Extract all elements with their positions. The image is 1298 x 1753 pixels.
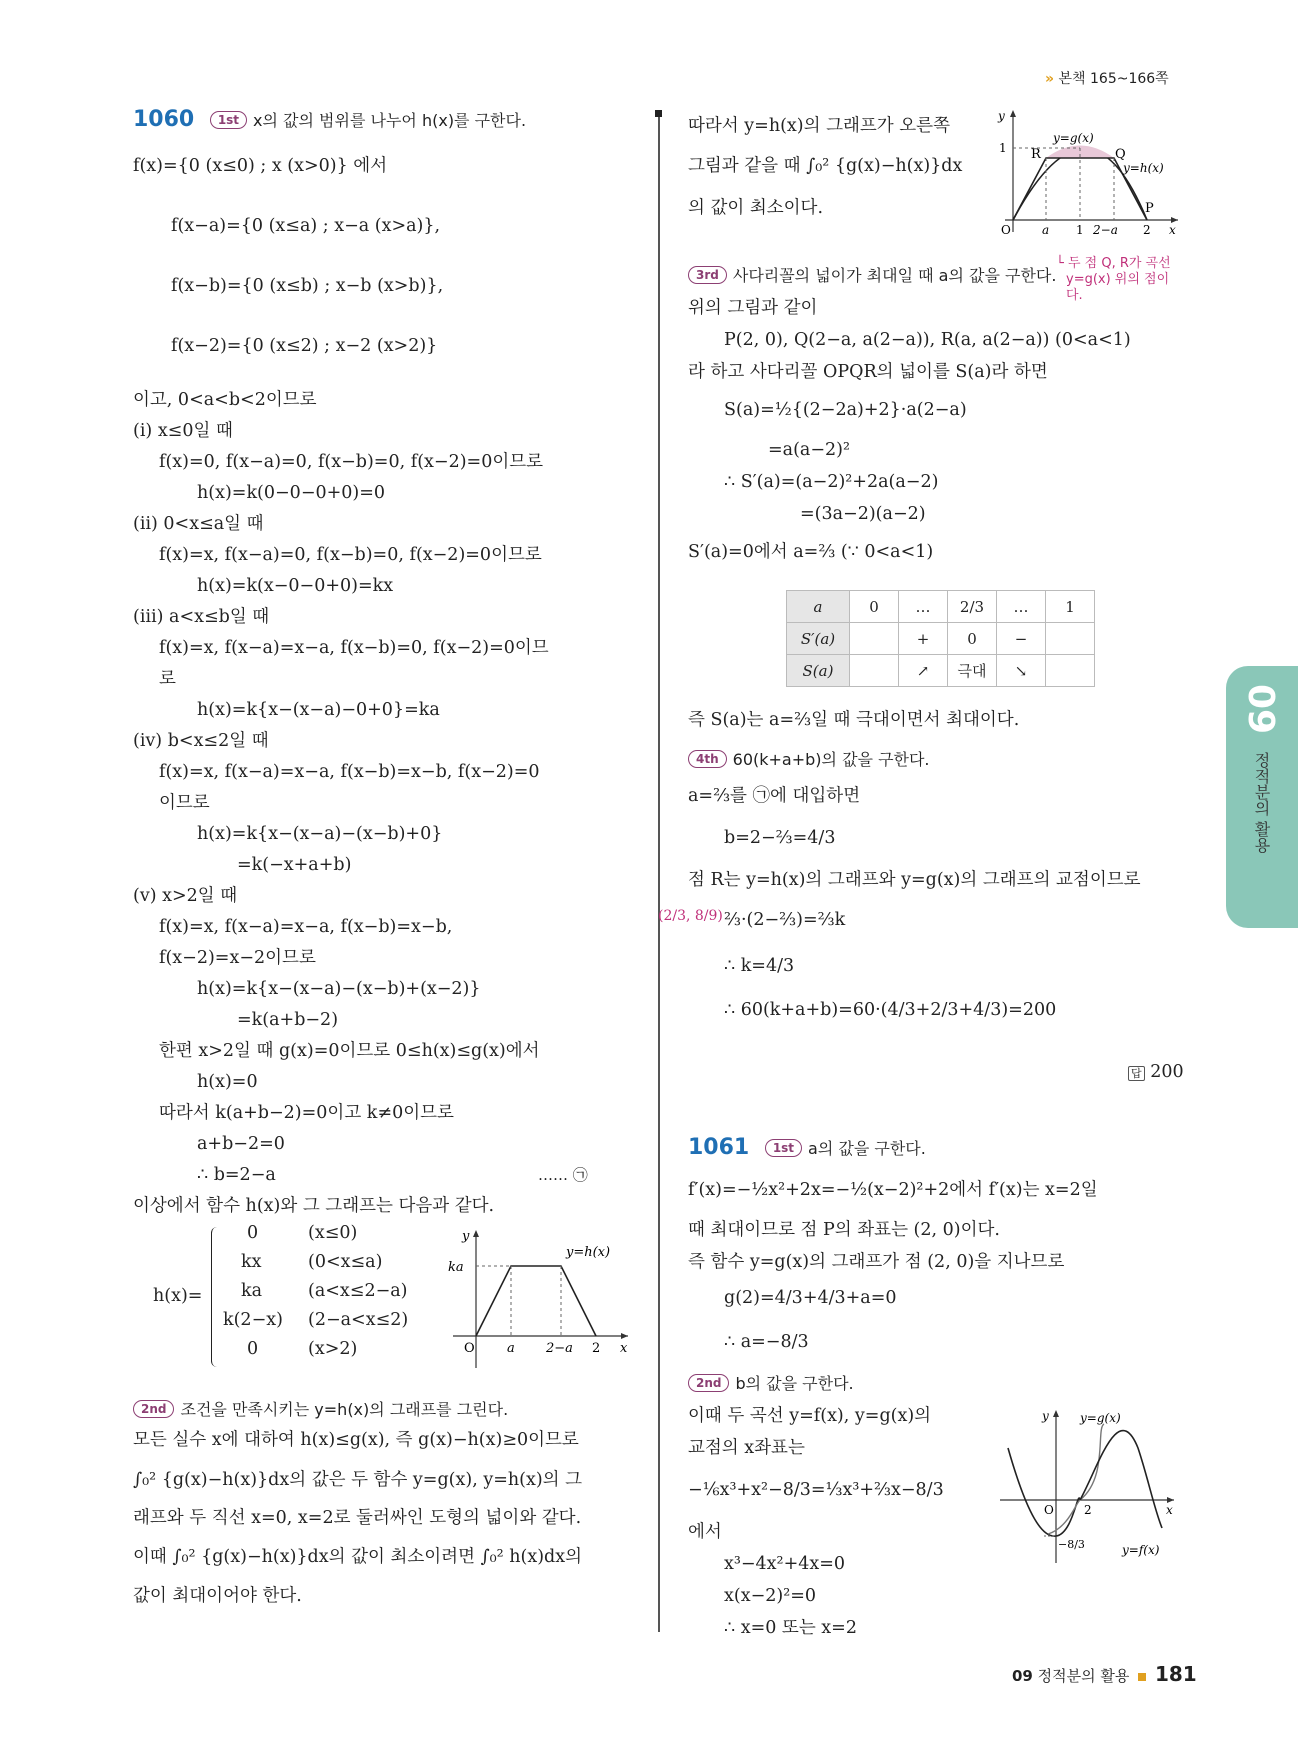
step-badge: 3rd — [688, 266, 727, 284]
svg-text:a: a — [507, 1341, 515, 1356]
svg-text:x: x — [1166, 1503, 1173, 1517]
svg-text:x: x — [620, 1341, 628, 1356]
step-title: a의 값을 구한다. — [808, 1139, 926, 1158]
solution-line: 그림과 같을 때 ∫₀² {g(x)−h(x)}dx — [688, 156, 963, 176]
chapter-number: 09 — [1240, 684, 1281, 735]
svg-text:y=f(x): y=f(x) — [1122, 1543, 1160, 1557]
footer-chapter: 09 — [1012, 1667, 1033, 1685]
svg-text:O: O — [1001, 223, 1011, 237]
svg-text:O: O — [464, 1341, 475, 1356]
equation-marker: …… ㉠ — [538, 1166, 588, 1184]
solution-line: 값이 최대이어야 한다. — [133, 1586, 302, 1606]
solution-line: f′(x)=−½x²+2x=−½(x−2)²+2에서 f′(x)는 x=2일 — [688, 1180, 1098, 1200]
solution-line: h(x)=0 — [197, 1072, 258, 1092]
svg-text:y=g(x): y=g(x) — [1053, 131, 1094, 145]
answer-icon: 답 — [1128, 1066, 1145, 1081]
svg-text:2−a: 2−a — [546, 1341, 573, 1356]
solution-line: ∴ S′(a)=(a−2)²+2a(a−2) — [724, 472, 939, 492]
step-badge: 2nd — [688, 1374, 729, 1392]
solution-line: S′(a)=0에서 a=⅔ (∵ 0<a<1) — [688, 542, 934, 562]
solution-line: 이때 두 곡선 y=f(x), y=g(x)의 — [688, 1406, 932, 1426]
solution-line: f(x)=x, f(x−a)=0, f(x−b)=0, f(x−2)=0이므로 — [159, 545, 542, 565]
solution-line: 점 R는 y=h(x)의 그래프와 y=g(x)의 그래프의 교점이므로 — [688, 870, 1141, 890]
solution-line: ∴ a=−8/3 — [724, 1332, 809, 1352]
solution-line: a+b−2=0 — [197, 1134, 285, 1154]
solution-line: =k(a+b−2) — [237, 1010, 339, 1030]
svg-text:O: O — [1044, 1503, 1054, 1517]
svg-text:P: P — [1145, 201, 1154, 216]
divider-marker — [655, 110, 662, 117]
solution-line: 따라서 y=h(x)의 그래프가 오른쪽 — [688, 116, 950, 136]
solution-line: 위의 그림과 같이 — [688, 298, 818, 318]
h-graph — [448, 1228, 633, 1373]
graph-note: └ 두 점 Q, R가 곡선 y=g(x) 위의 점이다. — [1056, 256, 1171, 303]
problem-number: 1061 — [688, 1135, 750, 1160]
solution-line: f(x)=x, f(x−a)=x−a, f(x−b)=x−b, f(x−2)=0 — [159, 762, 540, 782]
side-note: (2/3, 8/9) — [658, 908, 723, 924]
solution-line: 즉 함수 y=g(x)의 그래프가 점 (2, 0)을 지나므로 — [688, 1252, 1065, 1272]
solution-line: 라 하고 사다리꼴 OPQR의 넓이를 S(a)라 하면 — [688, 362, 1048, 382]
solution-line: f(x)=x, f(x−a)=x−a, f(x−b)=0, f(x−2)=0이므 — [159, 638, 549, 658]
step-title: 60(k+a+b)의 값을 구한다. — [732, 750, 930, 769]
svg-text:ka: ka — [448, 1260, 464, 1275]
solution-line: f(x−2)={0 (x≤2) ; x−2 (x>2)} — [171, 336, 438, 356]
solution-line: 이므로 — [159, 793, 210, 813]
problem-number: 1060 — [133, 107, 195, 132]
solution-line: f(x−2)=x−2이므로 — [159, 948, 316, 968]
solution-line: 에서 — [688, 1522, 722, 1542]
case-label: (ⅳ) b<x≤2일 때 — [133, 731, 269, 751]
solution-line: −⅙x³+x²−8/3=⅓x³+⅔x−8/3 — [688, 1480, 944, 1500]
svg-text:y: y — [462, 1229, 470, 1244]
case-label: (ⅴ) x>2일 때 — [133, 886, 238, 906]
solution-line: ⅔·(2−⅔)=⅔k — [724, 910, 846, 930]
svg-text:1: 1 — [1076, 223, 1084, 237]
svg-text:R: R — [1031, 147, 1041, 162]
solution-line: ∴ x=0 또는 x=2 — [724, 1618, 857, 1638]
chapter-tab[interactable] — [1226, 666, 1298, 928]
case-label: (ⅲ) a<x≤b일 때 — [133, 607, 270, 627]
solution-line: b=2−⅔=4/3 — [724, 828, 836, 848]
step-title: 조건을 만족시키는 y=h(x)의 그래프를 그린다. — [180, 1400, 509, 1419]
solution-line: 래프와 두 직선 x=0, x=2로 둘러싸인 도형의 넓이와 같다. — [133, 1508, 582, 1528]
piecewise-lhs: h(x)= — [153, 1286, 203, 1306]
solution-line: x(x−2)²=0 — [724, 1586, 817, 1606]
table-row: S′(a) + 0 − — [787, 623, 1095, 655]
svg-text:y=g(x): y=g(x) — [1080, 1411, 1121, 1425]
svg-text:1: 1 — [999, 141, 1007, 155]
reference-text: 본책 165~166쪽 — [1058, 71, 1169, 87]
solution-line: h(x)=k{x−(x−a)−(x−b)+(x−2)} — [197, 979, 481, 999]
sign-table — [786, 590, 1095, 687]
step-badge: 1st — [765, 1139, 802, 1157]
solution-line: =(3a−2)(a−2) — [800, 504, 926, 524]
svg-text:y=h(x): y=h(x) — [566, 1245, 611, 1260]
solution-line: x³−4x²+4x=0 — [724, 1554, 846, 1574]
svg-text:−8/3: −8/3 — [1058, 1538, 1085, 1551]
bullet-icon — [1138, 1673, 1146, 1681]
solution-line: 이상에서 함수 h(x)와 그 그래프는 다음과 같다. — [133, 1196, 495, 1216]
table-row: a 0 … 2/3 … 1 — [787, 591, 1095, 623]
solution-line: 모든 실수 x에 대하여 h(x)≤g(x), 즉 g(x)−h(x)≥0이므로 — [133, 1430, 579, 1450]
svg-text:2−a: 2−a — [1093, 223, 1118, 237]
solution-line: f(x)=0, f(x−a)=0, f(x−b)=0, f(x−2)=0이므로 — [159, 452, 544, 472]
answer — [1128, 1062, 1184, 1082]
step-title: 사다리꼴의 넓이가 최대일 때 a의 값을 구한다. — [732, 266, 1057, 285]
svg-text:2: 2 — [1084, 1503, 1092, 1517]
trapezoid-graph — [993, 108, 1183, 238]
solution-line: 즉 S(a)는 a=⅔일 때 극대이면서 최대이다. — [688, 710, 1020, 730]
solution-line: g(2)=4/3+4/3+a=0 — [724, 1288, 897, 1308]
solution-line: 한편 x>2일 때 g(x)=0이므로 0≤h(x)≤g(x)에서 — [159, 1041, 540, 1061]
svg-text:a: a — [1042, 223, 1050, 237]
solution-line: h(x)=k(0−0−0+0)=0 — [197, 483, 386, 503]
step-title: x의 값의 범위를 나누어 h(x)를 구한다. — [253, 111, 527, 130]
solution-line: h(x)=k{x−(x−a)−0+0}=ka — [197, 700, 440, 720]
solution-line: 이고, 0<a<b<2이므로 — [133, 390, 317, 410]
footer-title: 정적분의 활용 — [1037, 1667, 1130, 1685]
solution-line: f(x−a)={0 (x≤a) ; x−a (x>a)}, — [171, 216, 441, 236]
svg-text:2: 2 — [592, 1341, 601, 1356]
solution-line: S(a)=½{(2−2a)+2}·a(2−a) — [724, 400, 967, 420]
solution-line: h(x)=k{x−(x−a)−(x−b)+0} — [197, 824, 443, 844]
solution-line: =a(a−2)² — [768, 440, 850, 460]
solution-line: a=⅔를 ㉠에 대입하면 — [688, 786, 861, 806]
column-divider — [658, 112, 660, 1632]
solution-line: 때 최대이므로 점 P의 좌표는 (2, 0)이다. — [688, 1220, 1000, 1240]
chapter-title: 정적분의 활용 — [1252, 752, 1271, 854]
chevron-icon: » — [1045, 71, 1055, 87]
solution-line: f(x)=x, f(x−a)=x−a, f(x−b)=x−b, — [159, 917, 453, 937]
svg-text:y: y — [998, 109, 1005, 123]
case-label: (ⅱ) 0<x≤a일 때 — [133, 514, 264, 534]
page-reference — [1045, 68, 1169, 88]
solution-line: =k(−x+a+b) — [237, 855, 352, 875]
svg-text:2: 2 — [1143, 223, 1151, 237]
step-badge: 4th — [688, 750, 727, 768]
solution-line: f(x)={0 (x≤0) ; x (x>0)} 에서 — [133, 156, 388, 176]
solution-line: f(x−b)={0 (x≤b) ; x−b (x>b)}, — [171, 276, 444, 296]
svg-text:Q: Q — [1115, 147, 1126, 162]
solution-line: ∴ b=2−a — [197, 1165, 276, 1185]
step-title: b의 값을 구한다. — [735, 1374, 854, 1393]
piecewise-definition: h(x)= 0 (x≤0) kx (0<x≤a) ka (a<x≤2−a) k(2−x) (2−a<x≤2) 0 (x>2) — [153, 1223, 433, 1373]
fg-graph — [998, 1408, 1178, 1568]
solution-line: 이때 ∫₀² {g(x)−h(x)}dx의 값이 최소이려면 ∫₀² h(x)dx의 — [133, 1547, 583, 1567]
svg-text:y: y — [1042, 1409, 1049, 1423]
solution-line: 따라서 k(a+b−2)=0이고 k≠0이므로 — [159, 1103, 454, 1123]
solution-line: ∴ 60(k+a+b)=60·(4/3+2/3+4/3)=200 — [724, 1000, 1057, 1020]
svg-text:x: x — [1169, 223, 1176, 237]
page-footer — [1012, 1662, 1197, 1686]
solution-line: 교점의 x좌표는 — [688, 1438, 805, 1458]
brace — [211, 1227, 220, 1367]
solution-line: ∫₀² {g(x)−h(x)}dx의 값은 두 함수 y=g(x), y=h(x)의 그 — [133, 1470, 583, 1490]
svg-text:y=h(x): y=h(x) — [1123, 161, 1164, 175]
answer-value: 200 — [1150, 1062, 1184, 1082]
page-number: 181 — [1154, 1662, 1197, 1686]
table-row: S(a) ↗ 극대 ↘ — [787, 655, 1095, 687]
case-label: (ⅰ) x≤0일 때 — [133, 421, 233, 441]
step-badge: 2nd — [133, 1400, 174, 1418]
solution-line: h(x)=k(x−0−0+0)=kx — [197, 576, 394, 596]
solution-line: ∴ k=4/3 — [724, 956, 795, 976]
solution-line: P(2, 0), Q(2−a, a(2−a)), R(a, a(2−a)) (0<a<1) — [724, 330, 1131, 350]
step-badge: 1st — [210, 111, 247, 129]
solution-line: 로 — [159, 669, 176, 689]
solution-line: 의 값이 최소이다. — [688, 198, 824, 218]
